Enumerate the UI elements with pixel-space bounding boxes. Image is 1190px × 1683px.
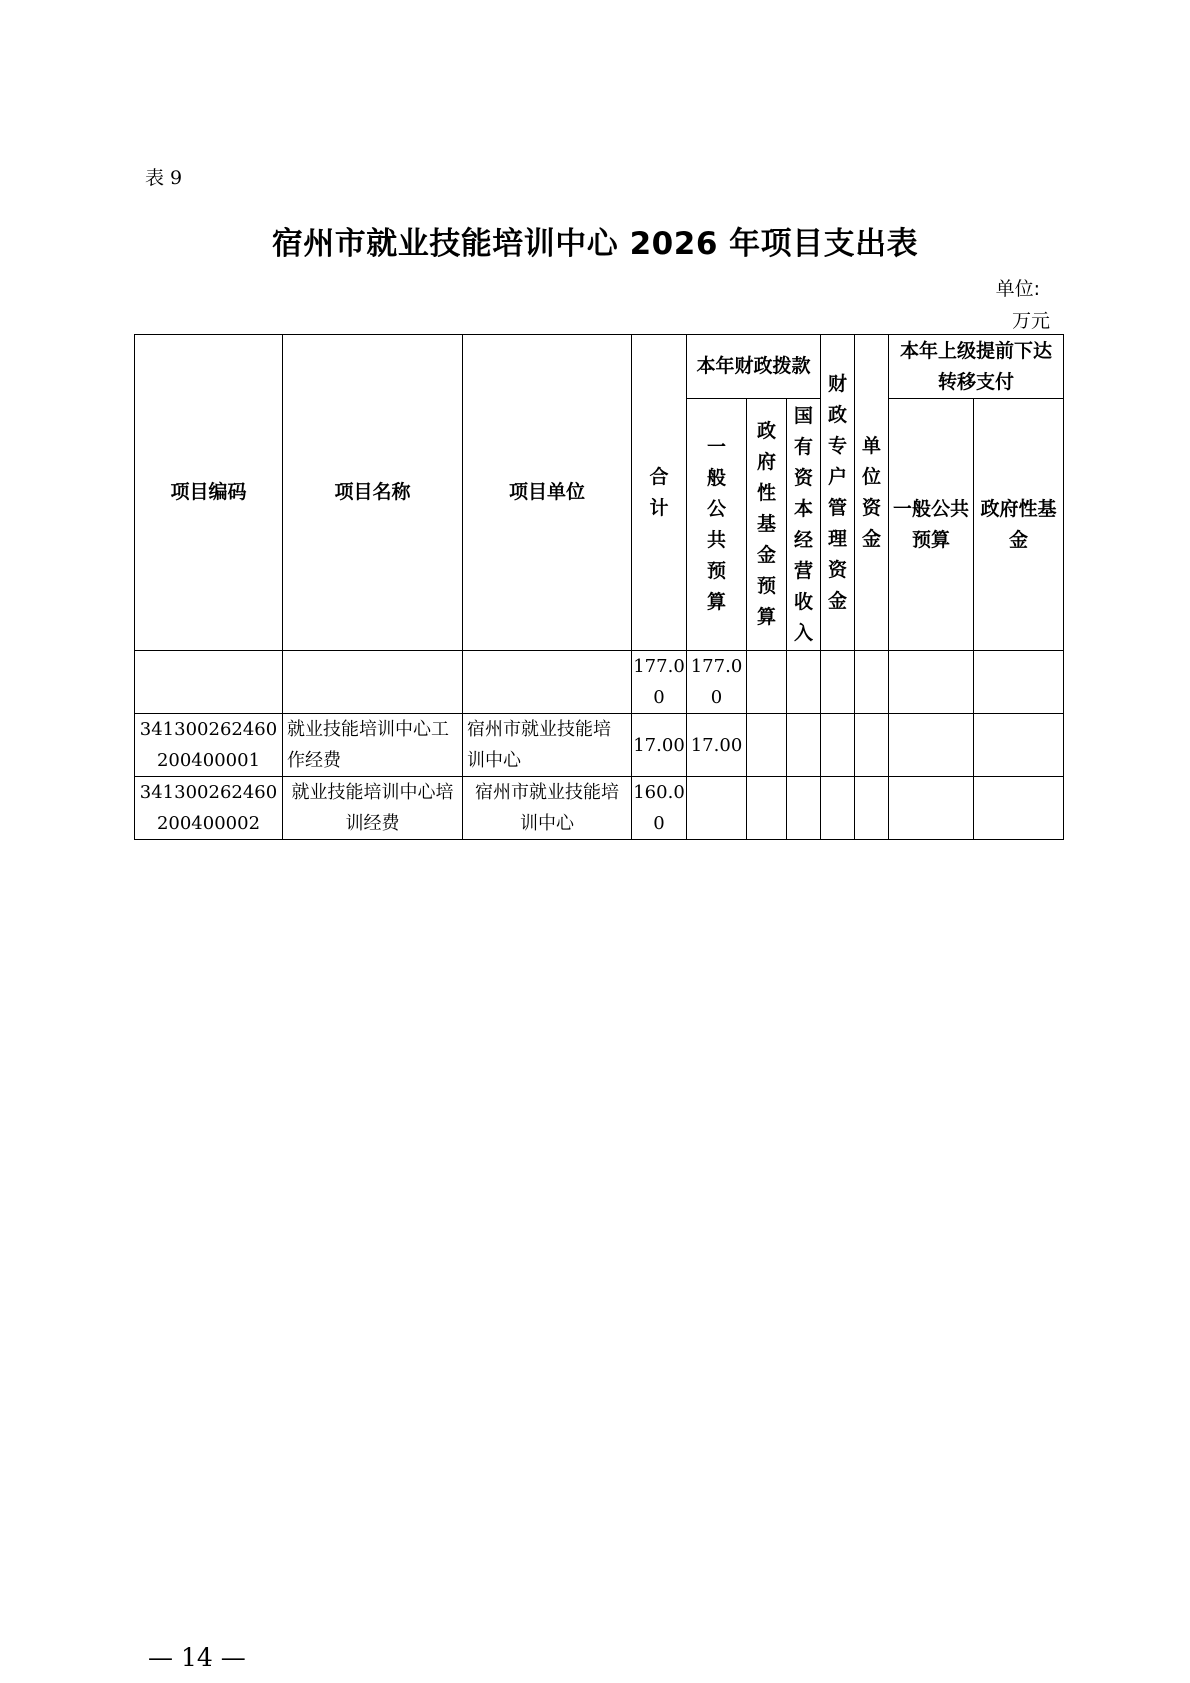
cell-unit-funds (855, 714, 889, 777)
cell-gov-fund-budget (747, 714, 787, 777)
cell-transfer-general (889, 651, 974, 714)
cell-gov-fund-budget (747, 651, 787, 714)
table-row (135, 714, 1064, 777)
cell-state-capital (787, 777, 821, 840)
header-general-public-budget: 一般公共预算 (687, 399, 747, 651)
cell-unit: 宿州市就业技能培训中心 (463, 714, 632, 777)
cell-name (283, 651, 463, 714)
cell-transfer-gov-fund (974, 651, 1064, 714)
table-number: 表 9 (145, 167, 183, 189)
cell-total: 160.00 (632, 777, 687, 840)
cell-unit: 宿州市就业技能培训中心 (463, 777, 632, 840)
cell-gov-fund-budget (747, 777, 787, 840)
header-state-capital-income: 国有资本经营收入 (787, 399, 821, 651)
cell-state-capital (787, 714, 821, 777)
unit-label: 单位: (995, 278, 1040, 300)
cell-transfer-general (889, 714, 974, 777)
page-title: 宿州市就业技能培训中心 2026 年项目支出表 (271, 226, 919, 262)
header-unit-funds: 单位资金 (855, 335, 889, 651)
cell-code: 341300262460200400002 (135, 777, 283, 840)
header-fiscal-appropriation: 本年财政拨款 (687, 335, 821, 399)
cell-general-budget: 17.00 (687, 714, 747, 777)
cell-transfer-gov-fund (974, 714, 1064, 777)
header-transfer-general-budget: 一般公共预算 (889, 399, 974, 651)
cell-special-account (821, 777, 855, 840)
cell-unit-funds (855, 777, 889, 840)
header-transfer-gov-fund: 政府性基金 (974, 399, 1064, 651)
cell-code (135, 651, 283, 714)
table-row (135, 777, 1064, 840)
cell-total: 177.00 (632, 651, 687, 714)
cell-name: 就业技能培训中心工作经费 (283, 714, 463, 777)
cell-unit (463, 651, 632, 714)
cell-general-budget: 177.00 (687, 651, 747, 714)
cell-special-account (821, 651, 855, 714)
cell-transfer-gov-fund (974, 777, 1064, 840)
cell-unit-funds (855, 651, 889, 714)
cell-general-budget (687, 777, 747, 840)
cell-total: 17.00 (632, 714, 687, 777)
cell-transfer-general (889, 777, 974, 840)
cell-special-account (821, 714, 855, 777)
header-special-account-funds: 财政专户管理资金 (821, 335, 855, 651)
header-gov-fund-budget: 政府性基金预算 (747, 399, 787, 651)
header-project-unit: 项目单位 (463, 335, 632, 651)
header-project-code: 项目编码 (135, 335, 283, 651)
cell-code: 341300262460200400001 (135, 714, 283, 777)
header-project-name: 项目名称 (283, 335, 463, 651)
table-row (135, 651, 1064, 714)
project-expenditure-table (134, 334, 1064, 840)
cell-name: 就业技能培训中心培训经费 (283, 777, 463, 840)
unit-value: 万元 (1011, 310, 1050, 332)
header-advance-transfer: 本年上级提前下达转移支付 (889, 335, 1064, 399)
page-number: — 14 — (148, 1643, 246, 1672)
header-total: 合计 (632, 335, 687, 651)
cell-state-capital (787, 651, 821, 714)
